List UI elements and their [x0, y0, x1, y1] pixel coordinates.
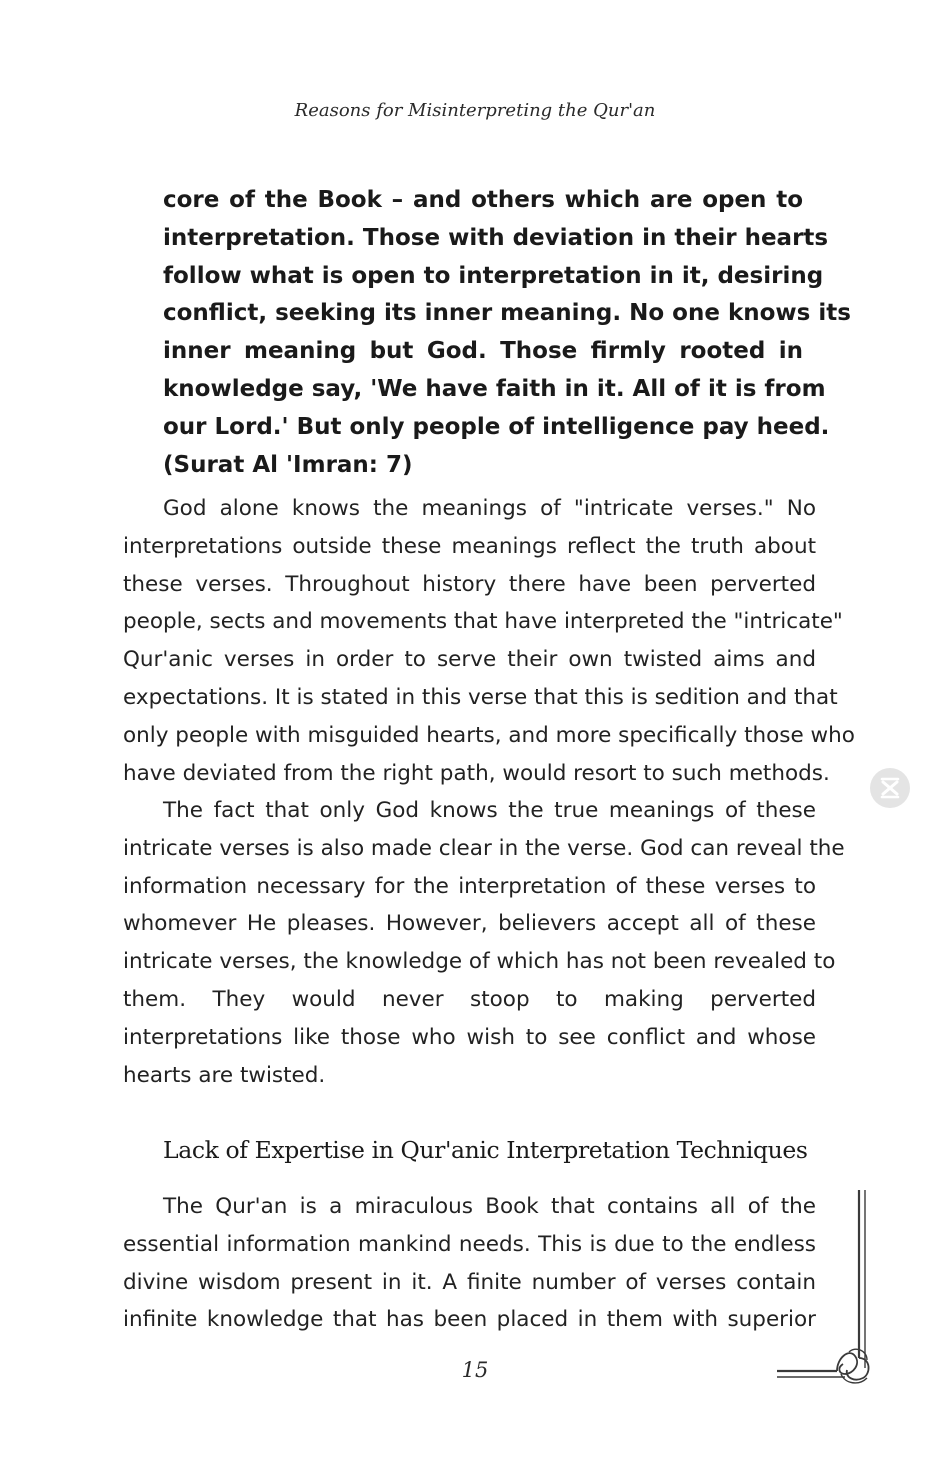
quran-quote [163, 182, 851, 484]
close-icon [869, 767, 911, 809]
paragraph-line: interpretations like those who wish to see conflict and whose [123, 1024, 816, 1050]
paragraph-line: The fact that only God knows the true meanings of these [163, 798, 816, 823]
paragraph-line: whomever He pleases. However, believers accept all of these [123, 911, 816, 937]
paragraph-line: The Qur'an is a miraculous Book that contains all of the [163, 1194, 816, 1219]
paragraph-line: hearts are twisted. [123, 1062, 326, 1088]
quote-line: conflict, seeking its inner meaning. No one knows its [163, 300, 851, 327]
paragraph-line: God alone knows the meanings of "intricate verses." No [163, 496, 816, 521]
paragraph-line: interpretations outside these meanings reflect the truth about [123, 533, 816, 559]
quote-line: our Lord.' But only people of intelligence pay heed. [163, 413, 830, 440]
body-paragraph-2 [123, 792, 845, 1094]
paragraph-line: divine wisdom present in it. A finite number of verses contain [123, 1269, 816, 1295]
paragraph-line: have deviated from the right path, would resort to such methods. [123, 760, 830, 786]
paragraph-line: intricate verses, the knowledge of which has not been revealed to [123, 949, 836, 975]
quote-line: inner meaning but God. Those firmly rooted in [163, 338, 803, 365]
body-paragraph-1 [123, 490, 855, 792]
paragraph-line: intricate verses is also made clear in the verse. God can reveal the [123, 835, 845, 861]
page-number: 15 [461, 1358, 489, 1382]
quote-line: knowledge say, 'We have faith in it. All of it is from [163, 375, 826, 402]
close-button[interactable] [869, 767, 911, 809]
quote-line: follow what is open to interpretation in it, desiring [163, 262, 824, 289]
section-heading: Lack of Expertise in Qur'anic Interpretation Techniques [163, 1136, 808, 1164]
paragraph-line: Qur'anic verses in order to serve their own twisted aims and [123, 647, 816, 673]
quote-line: interpretation. Those with deviation in their hearts [163, 224, 829, 251]
quote-citation: (Surat Al 'Imran: 7) [163, 451, 413, 478]
running-header: Reasons for Misinterpreting the Qur'an [294, 100, 656, 121]
body-paragraph-3 [123, 1188, 816, 1339]
corner-ornament-icon [775, 1188, 875, 1388]
paragraph-line: them. They would never stoop to making perverted [123, 986, 816, 1012]
paragraph-line: these verses. Throughout history there have been perverted [123, 571, 816, 597]
paragraph-line: people, sects and movements that have interpreted the "intricate" [123, 609, 843, 635]
paragraph-line: infinite knowledge that has been placed in them with superior [123, 1307, 816, 1333]
paragraph-line: information necessary for the interpretation of these verses to [123, 873, 816, 899]
paragraph-line: expectations. It is stated in this verse that this is sedition and that [123, 684, 838, 710]
corner-ornament [775, 1188, 875, 1388]
paragraph-line: only people with misguided hearts, and more specifically those who [123, 722, 855, 748]
paragraph-line: essential information mankind needs. This is due to the endless [123, 1231, 816, 1257]
quote-line: core of the Book – and others which are open to [163, 187, 803, 213]
